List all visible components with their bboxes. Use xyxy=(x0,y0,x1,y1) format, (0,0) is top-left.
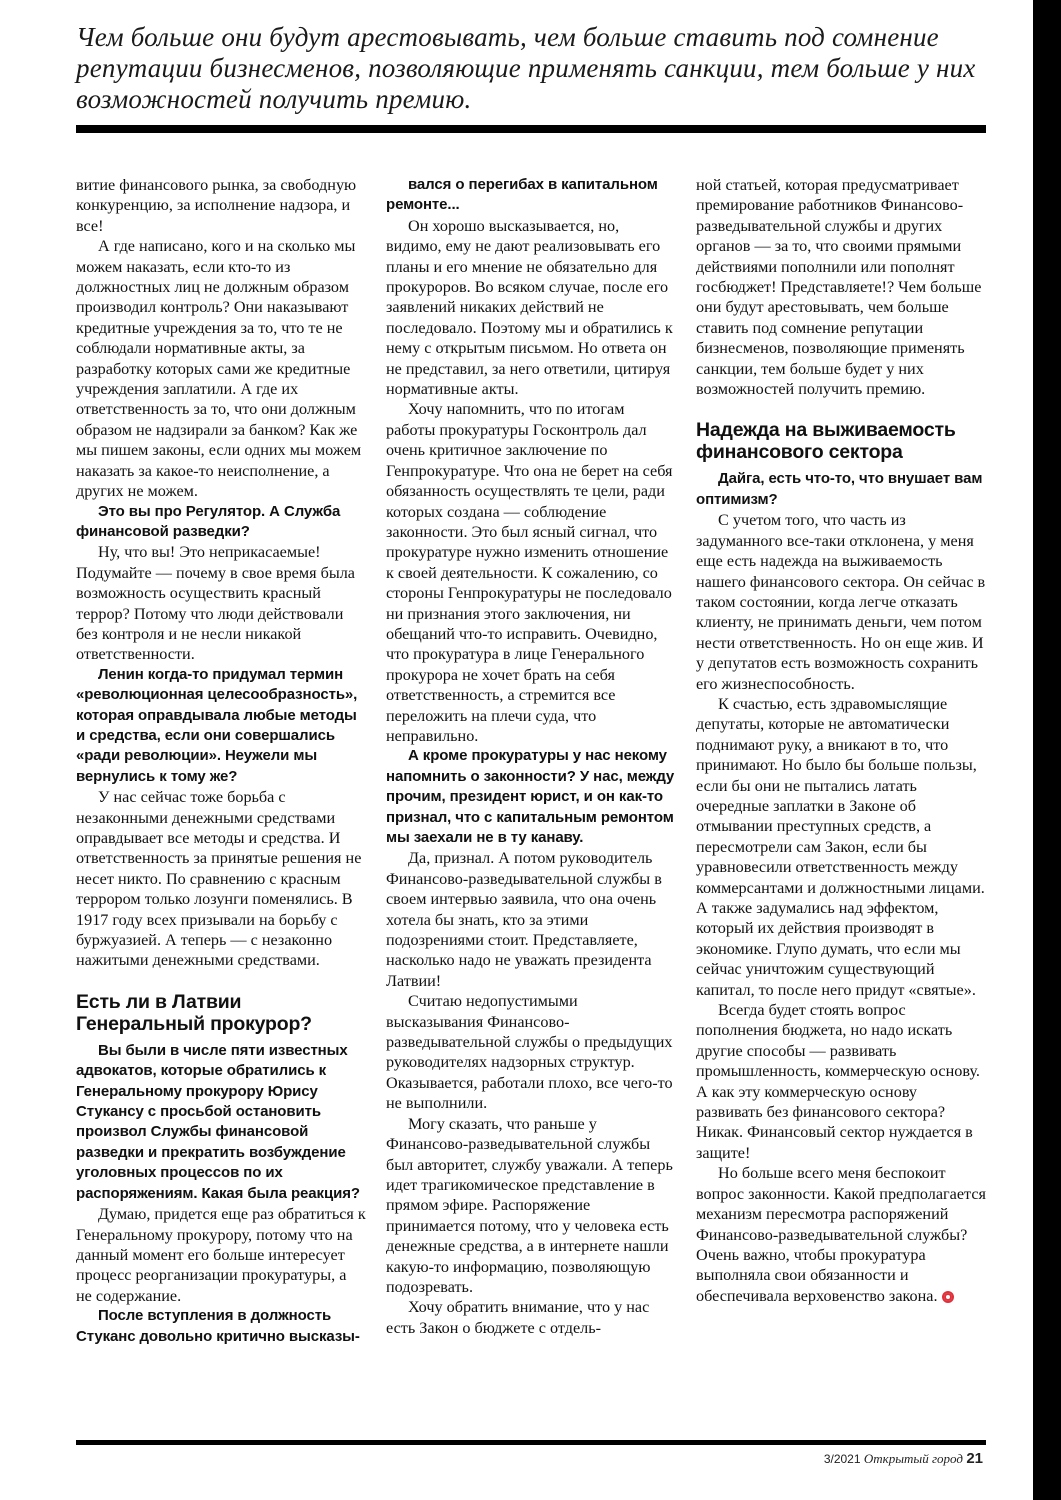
top-rule xyxy=(76,125,986,133)
interview-question: Дайга, есть что-то, что внушает вам оптимизм? xyxy=(696,470,983,508)
paragraph: К счастью, есть здравомыслящие депутаты, которые не автоматически поднимают руку, а вникают в то, что принимают. Но было бы больше пользы, если бы они не пытались латать очередные заплатки в Законе об отмывании преступных средств, а пересмотрели сам Закон, если бы уравновесили ответственность между коммерсантами и должностными лицами. А также задумались над эффектом, который их действия производят в экономике. Глупо думать, что если мы сейчас уничтожим существующий капитал, то после него придут «святые». xyxy=(696,694,985,999)
interview-question: Вы были в числе пяти известных адвокатов, которые обратились к Генеральному прокурору Юрису Стукансу с просьбой остановить произвол Службы финансовой разведки и прекратить возбуждение уголовных процессов по их распоряжениям. Какая была реакция? xyxy=(76,1041,360,1202)
paragraph: Считаю недопустимыми высказывания Финансово-разведывательной службы о предыдущих руководителях надзорных структур. Оказывается, работали плохо, все чего-то не выполнили. xyxy=(386,992,673,1113)
paragraph-text: Но больше всего меня беспокоит вопрос законности. Какой предполагается механизм пересмотра распоряжений Финансово-разведывательной службы? Очень важно, чтобы прокуратура выполняла свои обязанности и обеспечивала верховенство закона. xyxy=(696,1164,986,1305)
column-3 xyxy=(696,175,986,1306)
page-edge-bar xyxy=(1033,0,1061,1500)
paragraph-final xyxy=(696,1163,986,1306)
paragraph: А где написано, кого и на сколько мы можем наказать, если кто-то из должностных лиц не должным образом производил контроль? Они наказывают кредитные учреждения за то, что те не соблюдали нормативные акты, за разработку которых сами же кредитные учреждения заплатили. А где их ответственность за то, что они должным образом не надзирали за банком? Как же мы пишем законы, если одних мы можем наказать за какое-то неисполнение, а других не можем. xyxy=(76,237,362,501)
column-2 xyxy=(386,175,676,1338)
paragraph: витие финансового рынка, за свободную конкуренцию, за исполнение надзора, и все! xyxy=(76,176,357,235)
paragraph: Могу сказать, что раньше у Финансово-разведывательной службы был авторитет, службу уважали. А теперь идет трагикомическое представление в прямом эфире. Распоряжение принимается потому, что у человека есть денежные средства, а в интернете нашли какую-то информацию, позволяющую подозревать. xyxy=(386,1114,673,1296)
paragraph: Он хорошо высказывается, но, видимо, ему не дают реализовывать его планы и его мнение не обязательно для прокуроров. Во всяком случае, после его заявлений никаких действий не последовало. Поэтому мы и обратились к нему с открытым письмом. Но ответа он не представил, за него ответили, цитируя нормативные акты. xyxy=(386,216,673,399)
interview-question: вался о перегибах в капитальном ремонте... xyxy=(386,176,658,214)
paragraph: У нас сейчас тоже борьба с незаконными денежными средствами оправдывает все методы и средства. И ответственность за принятые решения не несет никто. По сравнению с красным террором только лозунги поменялись. В 1917 году всех призывали на борьбу с буржуазией. А теперь — с незаконно нажитыми денежными средствами. xyxy=(76,788,362,970)
page-number: 21 xyxy=(966,1450,983,1467)
paragraph: Думаю, придется еще раз обратиться к Генеральному прокурору, потому что на данный момент его больше интересует процесс реорганизации прокуратуры, а не содержание. xyxy=(76,1205,366,1305)
interview-question: После вступления в должность Стуканс довольно критично высказы- xyxy=(76,1307,360,1345)
magazine-name: Открытый город xyxy=(863,1451,963,1466)
column-1 xyxy=(76,175,366,1347)
section-heading: Есть ли в Латвии Генеральный прокурор? xyxy=(76,990,312,1035)
interview-question: А кроме прокуратуры у нас некому напомнить о законности? У нас, между прочим, президент юрист, и он как-то признал, что с капитальным ремонтом мы заехали не в ту канаву. xyxy=(386,747,675,846)
interview-question: Ленин когда-то придумал термин «революционная целесообразность», которая оправдывала любые методы и средства, если они совершались «ради революции». Неужели мы вернулись к тому же? xyxy=(76,665,358,785)
bottom-rule xyxy=(76,1440,986,1445)
paragraph: Хочу обратить внимание, что у нас есть Закон о бюджете с отдель- xyxy=(386,1298,650,1337)
issue-number: 3/2021 xyxy=(823,1452,861,1466)
paragraph: Да, признал. А потом руководитель Финансово-разведывательной службы в своем интервью заявила, что она очень хотела бы знать, кто за этими подозрениями стоит. Представляете, насколько надо не уважать президента Латвии! xyxy=(386,849,662,990)
interview-question: Это вы про Регулятор. А Служба финансовой разведки? xyxy=(76,502,341,540)
end-of-article-icon xyxy=(942,1291,954,1303)
paragraph: ной статьей, которая предусматривает премирование работников Финансово-разведывательной службы и других органов — за то, что своими прямыми действиями пополнили или пополнят госбюджет! Представляете!? Чем больше они будут арестовывать, чем больше ставить под сомнение репутации бизнесменов, позволяющие применять санкции, тем больше будет у них возможностей получить премию. xyxy=(696,176,982,399)
pull-quote: Чем больше они будут арестовывать, чем больше ставить под сомнение репутации бизнесменов, позволяющие применять санкции, тем больше у них возможностей получить премию. xyxy=(76,22,976,114)
paragraph: Всегда будет стоять вопрос пополнения бюджета, но надо искать другие способы — развивать промышленность, коммерческую основу. А как эту коммерческую основу развивать без финансового сектора? Никак. Финансовый сектор нуждается в защите! xyxy=(696,1001,980,1162)
paragraph: Ну, что вы! Это неприкасаемые! Подумайте — почему в свое время была возможность осуществить красный террор? Потому что люди действовали без контроля и не несли никакой ответственности. xyxy=(76,543,355,664)
paragraph: С учетом того, что часть из задуманного все-таки отклонена, у меня еще есть надежда на выживаемость нашего финансового сектора. Он сейчас в таком состоянии, когда легче отказать клиенту, не принимать деньги, чем потом нести ответственность. Но он еще жив. И у депутатов есть возможность сохранить его жизнеспособность. xyxy=(696,511,986,693)
page-footer xyxy=(824,1450,983,1467)
paragraph: Хочу напомнить, что по итогам работы прокуратуры Госконтроль дал очень критичное заключение по Генпрокуратуре. Что она не берет на себя обязанность осуществлять те цели, ради которых создана — соблюдение законности. Это был ясный сигнал, что прокуратуре нужно изменить отношение к своей деятельности. К сожалению, со стороны Генпрокуратуры не последовало ни признания этого заключения, ни обещаний что-то исправить. Очевидно, что прокуратура в лице Генерального прокурора не хочет брать на себя ответственность, а стремится все переложить на плечи суда, что неправильно. xyxy=(386,400,673,745)
section-heading: Надежда на выживаемость финансового сектора xyxy=(696,419,956,464)
